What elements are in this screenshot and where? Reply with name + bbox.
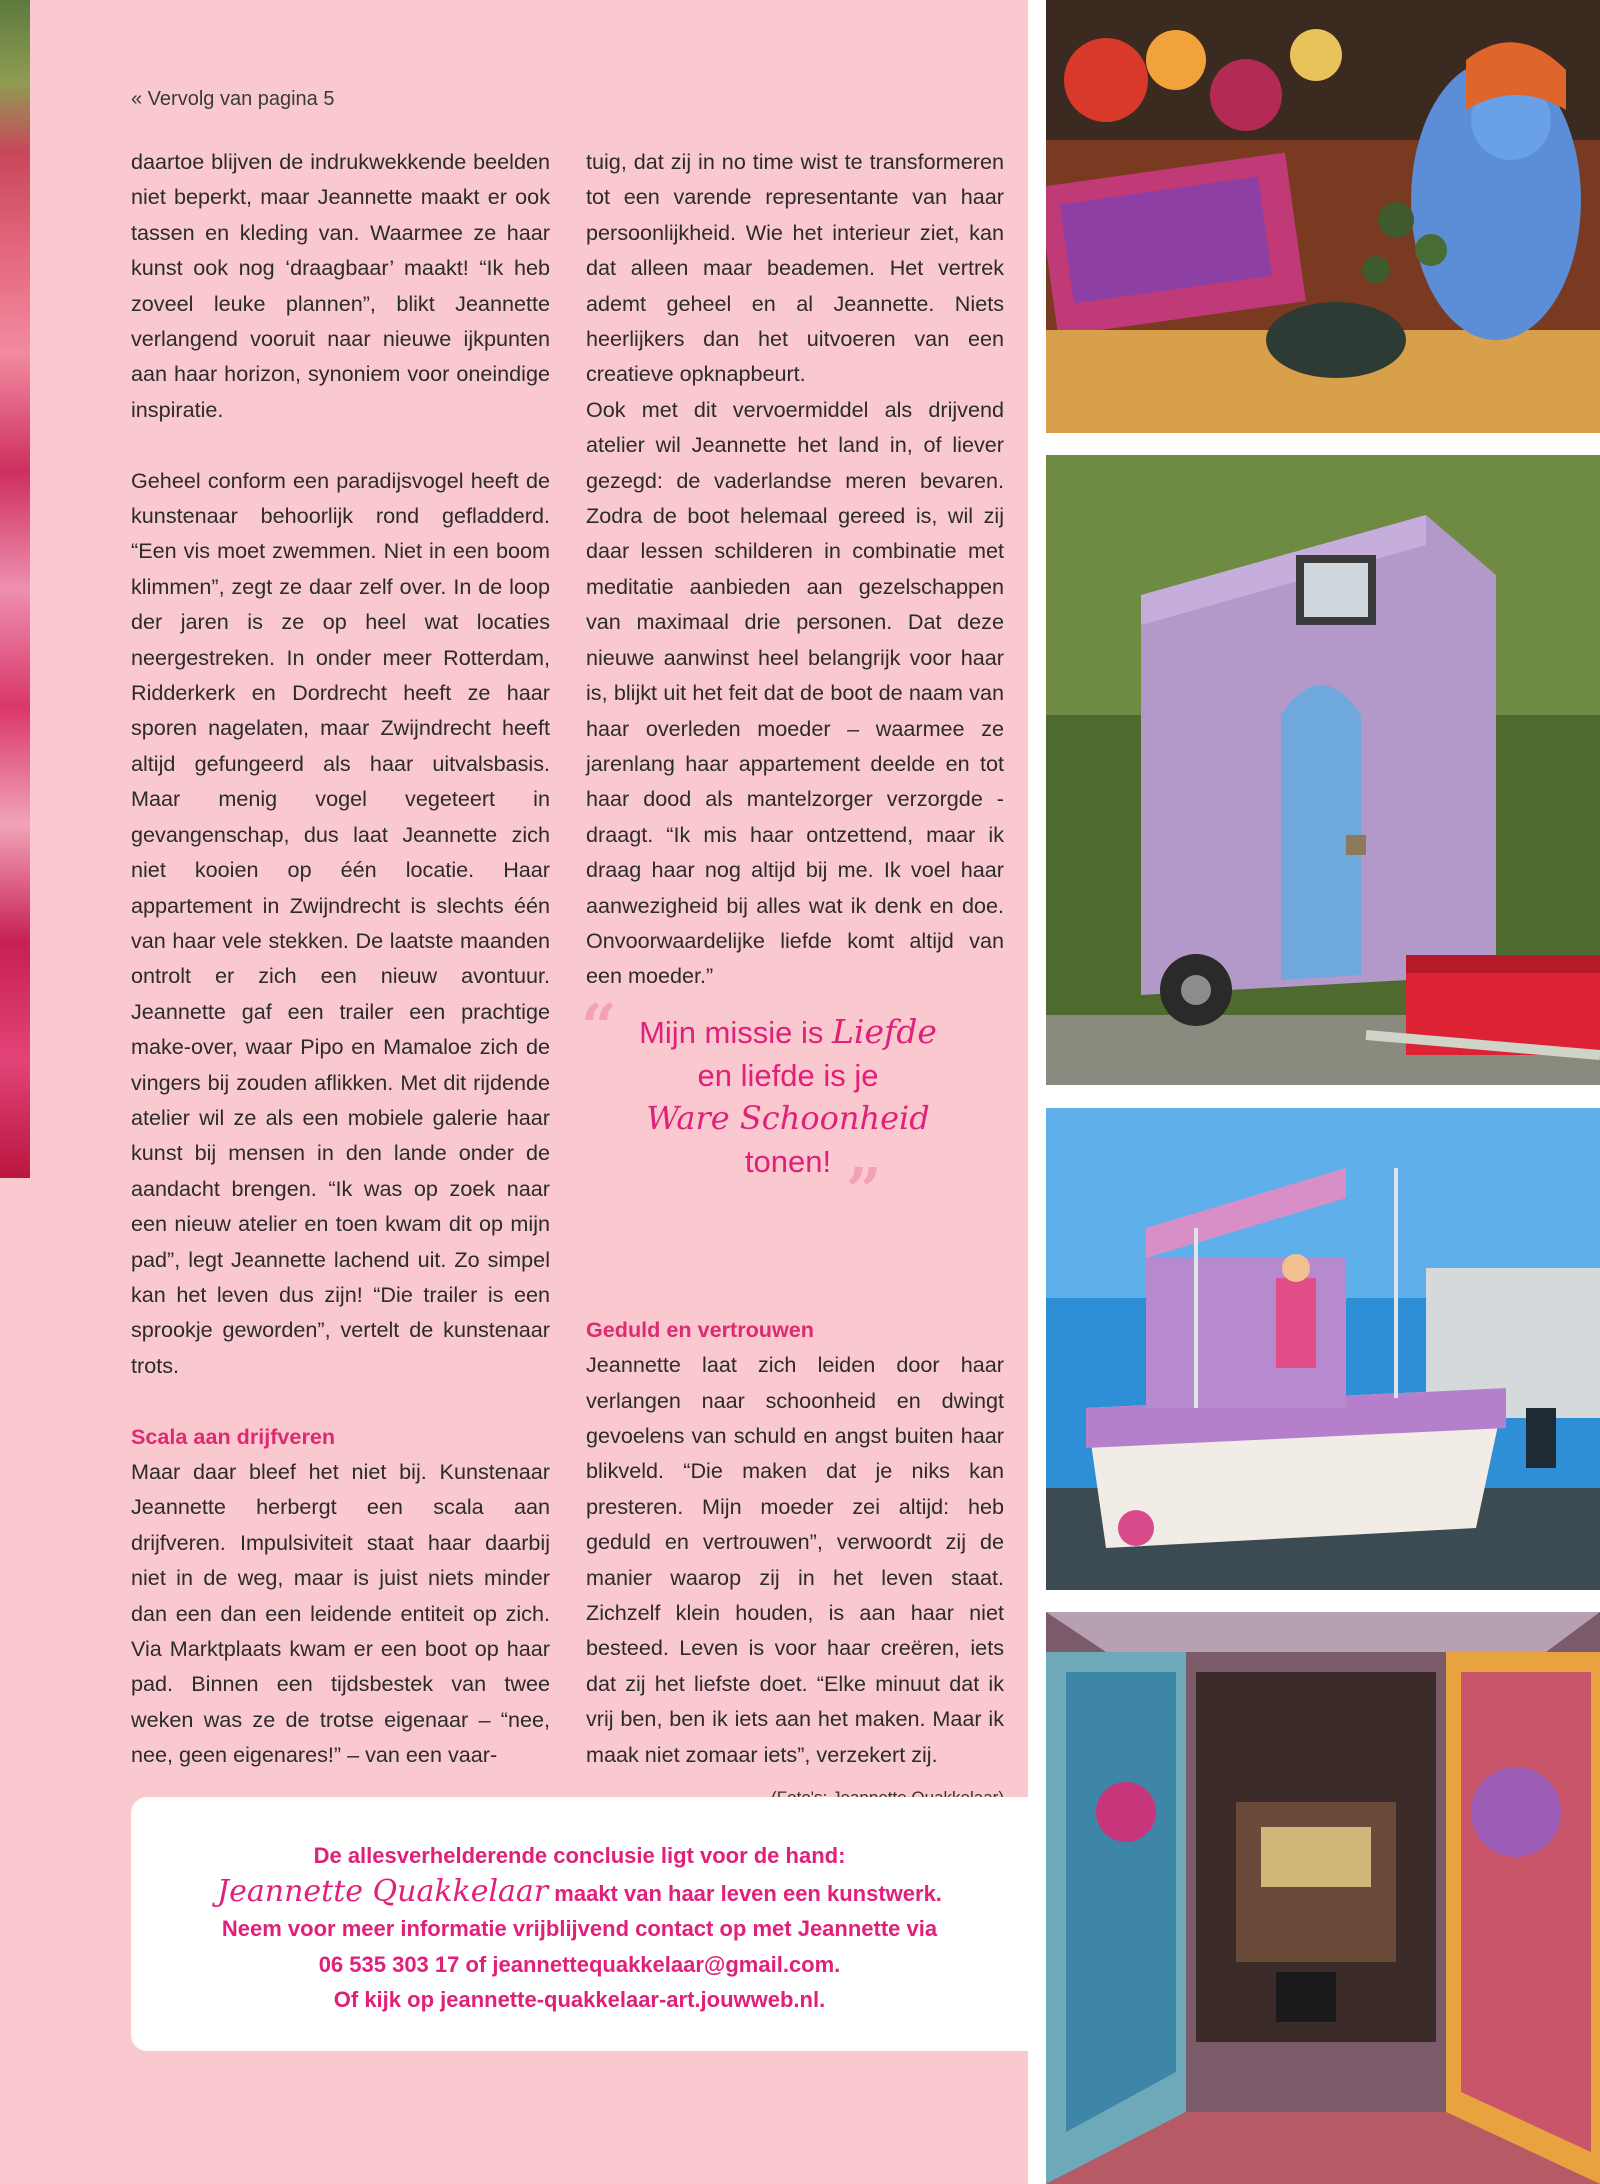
contact-phone-email[interactable]: 06 535 303 17 of jeannettequakkelaar@gmail.com. xyxy=(318,1951,841,1977)
quote-line: en liefde is je xyxy=(697,1058,879,1093)
photo-art-interior xyxy=(1046,0,1600,433)
paragraph: Geheel conform een paradijsvogel heeft de kunstenaar behoorlijk rond gefladderd. “Een vis moet zwemmen. Niet in een boom klimmen”, zegt ze daar zelf over. In de loop der jaren is ze op heel wat locaties neergestreken. In onder meer Rotterdam, Ridderkerk en Dordrecht heeft ze haar sporen nagelaten, maar Zwijndrecht heeft altijd gefungeerd als haar uitvalsbasis. Maar menig vogel vegeteert in gevangenschap, dus laat Jeannette zich niet kooien op één locatie. Haar appartement in Zwijndrecht is slechts één van haar vele stekken. De laatste maanden ontrolt er zich een nieuw avontuur. Jeannette gaf een trailer een prachtige make-over, waar Pipo en Mamaloe zich de vingers bij zouden aflikken. Met dit rijdende atelier wil ze als een mobiele galerie haar kunst bij mensen in den lande onder de aandacht brengen. “Ik was op zoek naar een nieuw atelier en toen kwam dit op mijn pad”, legt Jeannette lachend uit. Zo simpel kan het leven dus zijn! “Die trailer is een sprookje geworden”, vertelt de kunstenaar trots. xyxy=(131,467,550,1378)
photo-boat xyxy=(1046,1108,1600,1590)
open-quote-mark: “ xyxy=(581,990,617,1063)
pull-quote xyxy=(581,990,993,1227)
section-heading: Scala aan drijfveren xyxy=(131,1423,336,1449)
section-heading: Geduld en vertrouwen xyxy=(586,1316,814,1342)
quote-line: Mijn missie is xyxy=(639,1015,824,1050)
paragraph: Ook met dit vervoermiddel als drijvend atelier wil Jeannette het land in, of liever gezegd: de vaderlandse meren bevaren. Zodra de boot helemaal gereed is, wil zij daar lessen schilderen in combinatie met meditatie aanbieden aan gezelschappen van maximaal drie personen. Dat deze nieuwe aanwinst heel belangrijk voor haar is, blijkt uit het feit dat de boot de naam van haar overleden moeder – waarmee ze jarenlang haar appartement deelde en tot haar dood als mantelzorger verzorgde - draagt. “Ik mis haar ontzettend, maar ik draag haar nog altijd bij me. Ik voel haar aanwezigheid bij alles wat ik denk en doe. Onvoorwaardelijke liefde komt altijd van een moeder.” xyxy=(586,396,1004,989)
close-quote-mark: ” xyxy=(846,1154,882,1227)
article-column-2 xyxy=(586,144,1004,1812)
paragraph: tuig, dat zij in no time wist te transformeren tot een varende representante van haar persoonlijkheid. Wie het interieur ziet, kan dat alleen maar beademen. Het vertrek ademt geheel en al Jeannette. Niets heerlijkers dan het uitvoeren van een creatieve opknapbeurt. xyxy=(586,149,1004,387)
quote-line: tonen! xyxy=(744,1144,832,1179)
paragraph: daartoe blijven de indrukwekkende beelden niet beperkt, maar Jeannette maakt er ook tassen en kleding van. Waarmee ze haar kunst ook nog ‘draagbaar’ maakt! “Ik heb zoveel leuke plannen”, blikt Jeannette verlangend vooruit naar nieuwe ijkpunten aan haar horizon, synoniem voor oneindige inspiratie. xyxy=(131,149,550,422)
article-column-1 xyxy=(131,144,550,1773)
contact-website[interactable]: Of kijk op jeannette-quakkelaar-art.jouwweb.nl. xyxy=(333,1987,826,2012)
continuation-label: « Vervolg van pagina 5 xyxy=(131,88,335,110)
contact-line: Neem voor meer informatie vrijblijvend contact op met Jeannette via xyxy=(221,1916,938,1941)
contact-line: maakt van haar leven een kunstwerk. xyxy=(548,1880,942,1906)
left-edge-photo-strip xyxy=(0,0,30,1178)
quote-script-word: Ware Schoonheid xyxy=(646,1099,930,1137)
paragraph: Jeannette laat zich leiden door haar verlangen naar schoonheid en dwingt gevoelens van schuld en angst buiten haar blikveld. “Die maken dat je niks kan presteren. Mijn moeder zei altijd: heb geduld en vertrouwen”, verwoordt zij de manier waarop zij in het leven staat. Zichzelf klein houden, is aan haar niet besteed. Leven is voor haar creëren, iets dat zij het liefste doet. “Elke minuut dat ik vrij ben, ben ik iets aan het maken. Maar ik maak niet zomaar iets”, verzekert zij. xyxy=(586,1352,1004,1767)
contact-line: De allesverhelderende conclusie ligt voor de hand: xyxy=(313,1843,846,1868)
contact-text xyxy=(131,1838,1028,2018)
photo-trailer-interior xyxy=(1046,1612,1600,2184)
artist-signature: Jeannette Quakkelaar xyxy=(217,1873,549,1909)
photo-lilac-trailer xyxy=(1046,455,1600,1085)
paragraph: Maar daar bleef het niet bij. Kunstenaar Jeannette herbergt een scala aan drijfveren. Impulsiviteit staat haar daarbij niet in de weg, maar is juist niets minder dan een dan een leidende entiteit op zich. Via Marktplaats kwam er een boot op haar pad. Binnen een tijdsbestek van twee weken was ze de trotse eigenaar – “nee, nee, geen eigenares!” – van een vaar- xyxy=(131,1459,550,1768)
quote-script-word: Liefde xyxy=(832,1012,937,1051)
